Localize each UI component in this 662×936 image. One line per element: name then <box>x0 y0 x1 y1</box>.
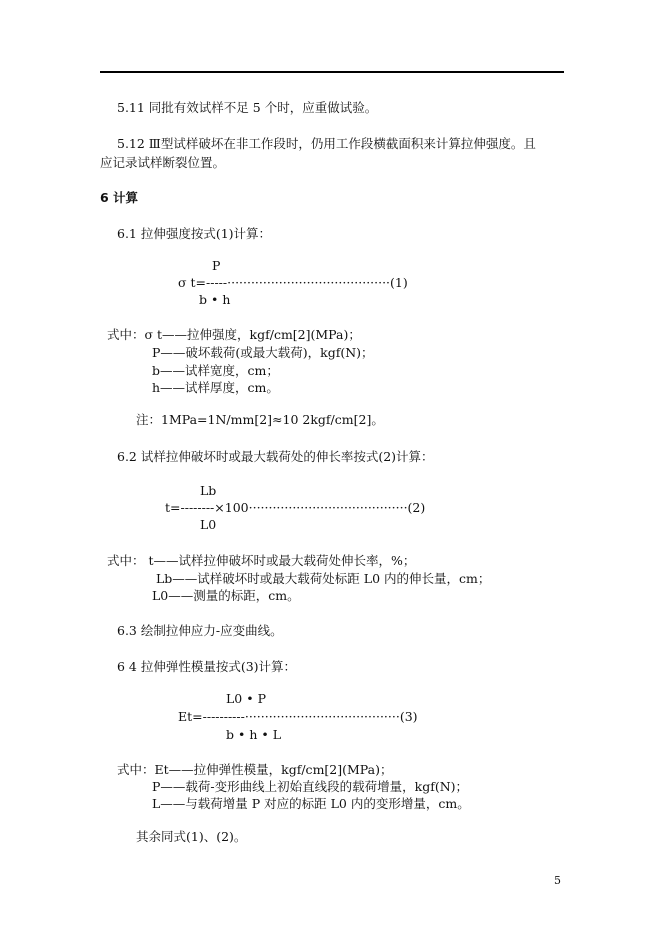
formula-3-def-line1: 式中：Et——拉伸弹性模量，kgf/cm[2](MPa)； <box>117 762 393 777</box>
formula-2-def-line3: L0——测量的标距，cm。 <box>152 588 300 603</box>
formula-1: σ t=-----·········································(1) <box>178 275 408 290</box>
paragraph-5-12-line2: 应记录试样断裂位置。 <box>100 155 226 170</box>
formula-2-def-line1: 式中： t——试样拉伸破坏时或最大载荷处伸长率，%； <box>107 553 416 568</box>
header-rule <box>100 71 564 73</box>
formula-2-denominator: L0 <box>200 517 217 532</box>
formula-3-def-line3: L——与载荷增量 P 对应的标距 L0 内的变形增量，cm。 <box>152 796 470 811</box>
formula-1-def-line4: h——试样厚度，cm。 <box>152 380 279 395</box>
closing-line: 其余同式(1)、(2)。 <box>136 829 247 844</box>
formula-3-def-line2: P——载荷-变形曲线上初始直线段的载荷增量，kgf(N)； <box>152 779 469 794</box>
paragraph-5-11: 5.11 同批有效试样不足 5 个时，应重做试验。 <box>117 100 378 115</box>
formula-3-numerator: L0 • P <box>226 691 266 706</box>
paragraph-5-12-line1: 5.12 Ⅲ型试样破坏在非工作段时，仍用工作段横截面积来计算拉伸强度。且 <box>117 136 536 151</box>
formula-3-denominator: b • h • L <box>226 727 281 742</box>
paragraph-6-1: 6.1 拉伸强度按式(1)计算： <box>117 226 272 241</box>
formula-2-numerator: Lb <box>200 483 217 498</box>
note: 注：1MPa=1N/mm[2]≈10 2kgf/cm[2]。 <box>136 412 384 427</box>
formula-1-numerator: P <box>212 258 221 273</box>
paragraph-6-4: 6 4 拉伸弹性模量按式(3)计算： <box>117 659 297 674</box>
page-number: 5 <box>554 874 561 887</box>
paragraph-6-3: 6.3 绘制拉伸应力-应变曲线。 <box>117 623 283 638</box>
formula-2-def-line2: Lb——试样破坏时或最大载荷处标距 L0 内的伸长量，cm； <box>156 571 491 586</box>
formula-1-def-line1: 式中：σ t——拉伸强度，kgf/cm[2](MPa)； <box>107 327 361 342</box>
formula-1-def-line3: b——试样宽度，cm； <box>152 363 279 378</box>
section-heading-6: 6 计算 <box>100 190 139 205</box>
formula-3: Et=----------·······································(3) <box>178 709 418 724</box>
formula-1-def-line2: P——破坏载荷(或最大载荷)，kgf(N)； <box>152 345 374 360</box>
formula-2: t=--------×100········································(2) <box>165 500 426 515</box>
formula-1-denominator: b • h <box>199 292 231 307</box>
paragraph-6-2: 6.2 试样拉伸破坏时或最大载荷处的伸长率按式(2)计算： <box>117 449 434 464</box>
